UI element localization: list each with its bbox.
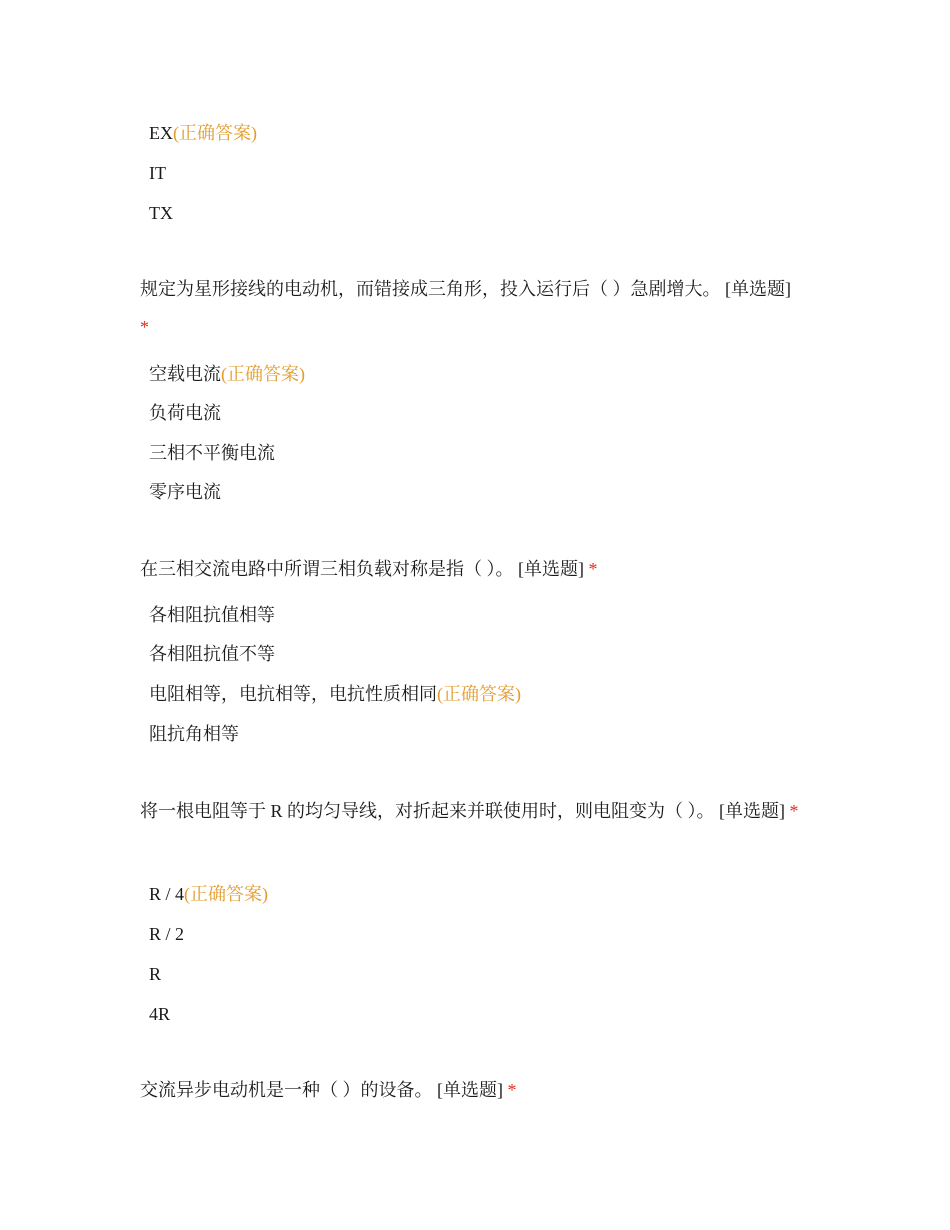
option-label: R / 2 bbox=[149, 924, 185, 944]
q2-question-title bbox=[140, 550, 800, 588]
q3-option-b[interactable] bbox=[149, 922, 184, 946]
correct-answer-marker: (正确答案) bbox=[437, 684, 521, 704]
q2-option-b[interactable] bbox=[149, 642, 275, 666]
q2-option-d[interactable] bbox=[149, 722, 239, 746]
option-label: IT bbox=[149, 163, 166, 183]
q0-option-b[interactable] bbox=[149, 161, 166, 185]
question-text: 规定为星形接线的电动机，而错接成三角形，投入运行后（ ）急剧增大。 bbox=[140, 279, 721, 299]
q3-question-title bbox=[140, 792, 800, 830]
question-type: [单选题] bbox=[719, 801, 786, 821]
q1-option-d[interactable] bbox=[149, 480, 221, 504]
option-label: TX bbox=[149, 203, 173, 223]
option-label: 负荷电流 bbox=[149, 403, 221, 423]
option-label: 电阻相等，电抗相等，电抗性质相同 bbox=[149, 684, 437, 704]
option-label: R / 4 bbox=[149, 884, 185, 904]
correct-answer-marker: (正确答案) bbox=[221, 364, 305, 384]
option-label: 各相阻抗值相等 bbox=[149, 605, 275, 625]
option-label: 阻抗角相等 bbox=[149, 724, 239, 744]
required-marker: * bbox=[507, 1080, 517, 1100]
question-text: 交流异步电动机是一种（ ）的设备。 bbox=[140, 1080, 433, 1100]
question-type: [单选题] bbox=[437, 1080, 503, 1100]
q3-option-a[interactable] bbox=[149, 882, 268, 906]
q4-question-title bbox=[140, 1071, 800, 1109]
option-label: 4R bbox=[149, 1004, 171, 1024]
q1-question-title bbox=[140, 270, 800, 346]
correct-answer-marker: (正确答案) bbox=[173, 123, 257, 143]
question-text: 将一根电阻等于 R 的均匀导线，对折起来并联使用时，则电阻变为（ ）。 bbox=[140, 801, 715, 821]
required-marker: * bbox=[588, 559, 598, 579]
q0-option-c[interactable] bbox=[149, 201, 173, 225]
q1-option-a[interactable] bbox=[149, 362, 305, 386]
q1-option-c[interactable] bbox=[149, 441, 275, 465]
option-label: 各相阻抗值不等 bbox=[149, 644, 275, 664]
option-label: EX bbox=[149, 123, 173, 143]
q1-option-b[interactable] bbox=[149, 401, 221, 425]
option-label: R bbox=[149, 964, 162, 984]
q0-option-a[interactable] bbox=[149, 121, 257, 145]
question-text: 在三相交流电路中所谓三相负载对称是指（ ）。 bbox=[140, 559, 514, 579]
option-label: 空载电流 bbox=[149, 364, 221, 384]
required-marker: * bbox=[140, 317, 149, 337]
option-label: 零序电流 bbox=[149, 482, 221, 502]
q2-option-c[interactable] bbox=[149, 682, 521, 706]
q3-option-c[interactable] bbox=[149, 962, 161, 986]
question-type: [单选题] bbox=[725, 279, 791, 299]
q2-option-a[interactable] bbox=[149, 603, 275, 627]
correct-answer-marker: (正确答案) bbox=[184, 884, 269, 904]
option-label: 三相不平衡电流 bbox=[149, 443, 275, 463]
q3-option-d[interactable] bbox=[149, 1002, 170, 1026]
question-type: [单选题] bbox=[518, 559, 584, 579]
required-marker: * bbox=[789, 801, 799, 821]
